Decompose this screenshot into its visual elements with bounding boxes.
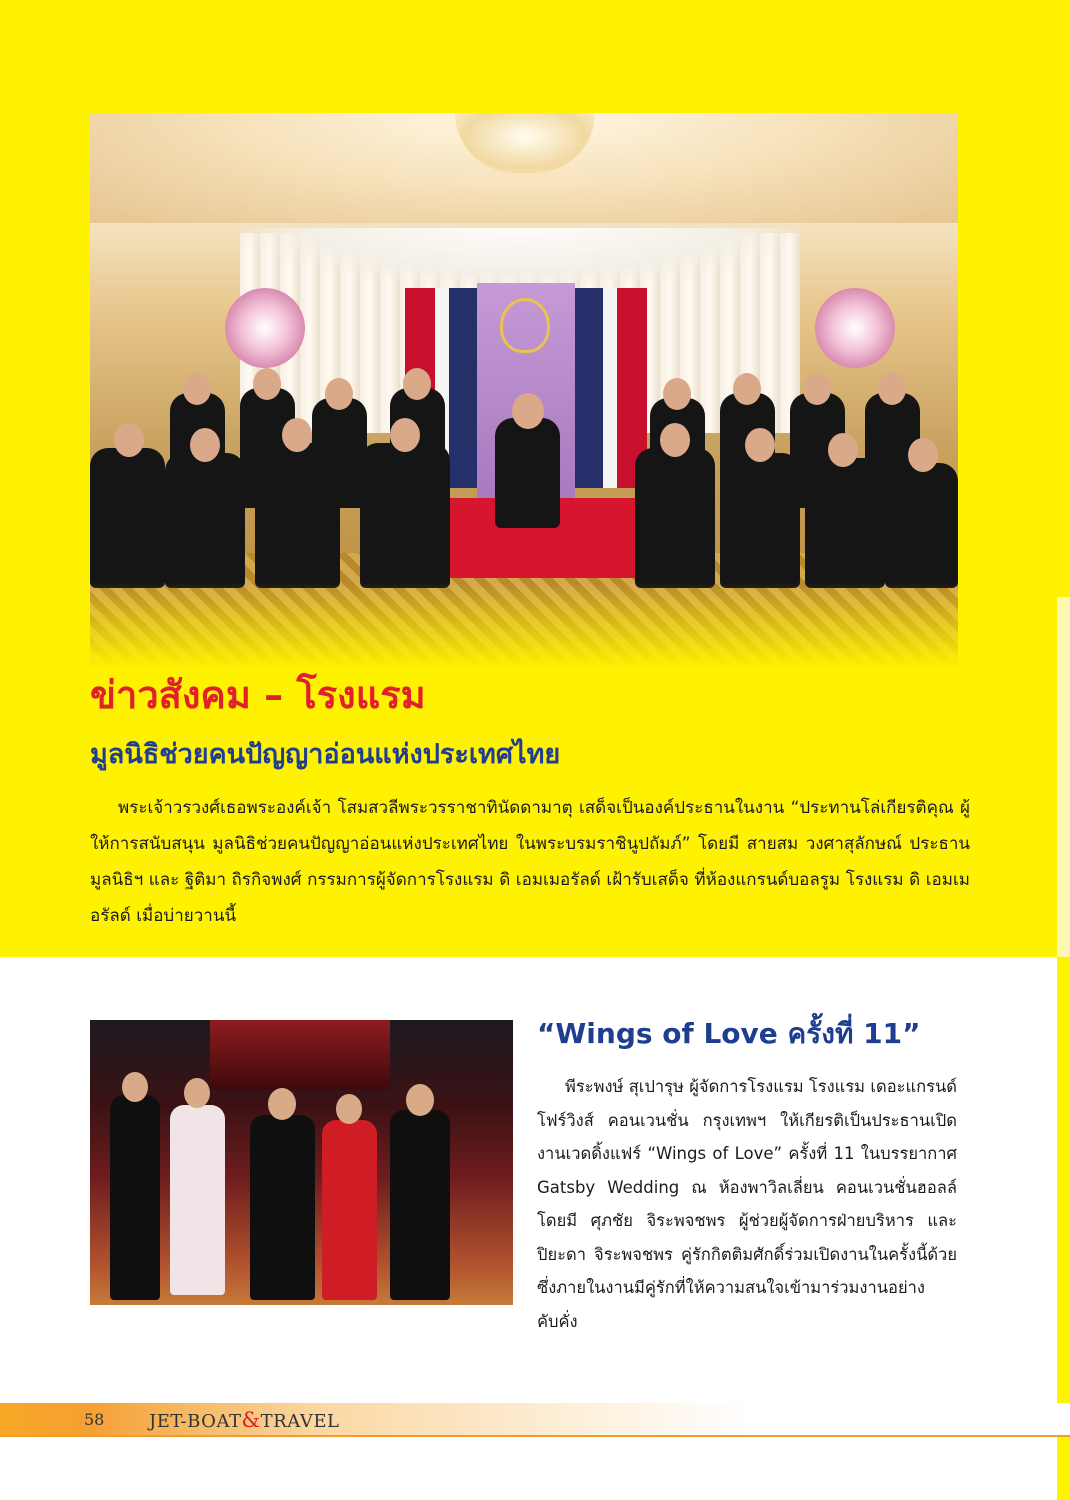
person: [250, 1115, 315, 1300]
magazine-name-part1: JET-BOAT: [149, 1411, 242, 1432]
person-head: [878, 373, 906, 405]
person-head: [733, 373, 761, 405]
group-portrait-photo: [90, 113, 958, 670]
seated-group: [90, 368, 958, 588]
person-head: [336, 1094, 362, 1124]
person-head: [390, 418, 420, 452]
person: [805, 458, 885, 588]
person: [720, 453, 800, 588]
person-head: [183, 373, 211, 405]
stage-backdrop: [210, 1020, 390, 1090]
person-head: [745, 428, 775, 462]
person-head: [803, 373, 831, 405]
magazine-name: [149, 1408, 339, 1432]
person: [90, 448, 165, 588]
person: [635, 448, 715, 588]
person-head: [403, 368, 431, 400]
person: [885, 463, 958, 588]
bride-person: [170, 1105, 225, 1295]
article-headline-2: “Wings of Love ครั้งที่ 11”: [537, 1017, 921, 1050]
person-head: [253, 368, 281, 400]
footer-rule: [0, 1435, 1070, 1437]
wedding-fair-photo: [90, 1020, 513, 1305]
article-headline: มูลนิธิช่วยคนปัญญาอ่อนแห่งประเทศไทย: [90, 739, 561, 770]
person-head: [828, 433, 858, 467]
person-head: [908, 438, 938, 472]
royal-emblem: [500, 298, 550, 353]
person: [165, 453, 245, 588]
yellow-edge-strip: [1057, 0, 1070, 597]
person-head: [663, 378, 691, 410]
person-head: [660, 423, 690, 457]
person-head: [325, 378, 353, 410]
page-number: 58: [84, 1410, 105, 1429]
section-title: ข่าวสังคม – โรงแรม: [90, 673, 426, 717]
magazine-ampersand: &: [241, 1408, 261, 1432]
person-head: [268, 1088, 296, 1120]
person-head: [282, 418, 312, 452]
person-head: [114, 423, 144, 457]
person-head: [512, 393, 544, 429]
person: [360, 443, 450, 588]
person-head: [190, 428, 220, 462]
person: [390, 1110, 450, 1300]
photo-yellow-fade: [90, 583, 958, 670]
person: [255, 443, 340, 588]
magazine-name-part2: TRAVEL: [260, 1411, 340, 1432]
person-head: [406, 1084, 434, 1116]
person-head: [122, 1072, 148, 1102]
flower-arrangement-right: [815, 288, 895, 368]
person-center: [495, 418, 560, 528]
person-red-jacket: [322, 1120, 377, 1300]
person-head: [184, 1078, 210, 1108]
article-body-2: พีระพงษ์ สุเปารุษ ผู้จัดการโรงแรม โรงแรม เดอะแกรนด์ โฟร์วิงส์ คอนเวนชั่น กรุงเทพฯ ให้เกียรติเป็นประธานเปิดงานเวดดิ้งแฟร์ “Wings of Love” ครั้งที่ 11 ในบรรยากาศ Gatsby Wedding ณ ห้องพาวิลเลี่ยน คอนเวนชั่นฮอลล์ โดยมี ศุภชัย จิระพจชพร ผู้ช่วยผู้จัดการฝ่ายบริหาร และ ปิยะดา จิระพจชพร คู่รักกิตติมศักดิ์ร่วมเปิดงานในครั้งนี้ด้วย ซึ่งภายในงานมีคู่รักที่ให้ความสนใจเข้ามาร่วมงานอย่างคับคั่ง: [537, 1077, 957, 1331]
drape-swag: [240, 228, 800, 288]
article-body: พระเจ้าวรวงศ์เธอพระองค์เจ้า โสมสวลีพระวรราชาทินัดดามาตุ เสด็จเป็นองค์ประธานในงาน “ประทานโล่เกียรติคุณ ผู้ให้การสนับสนุน มูลนิธิช่วยคนปัญญาอ่อนแห่งประเทศไทย ในพระบรมราชินูปถัมภ์” โดยมี สายสม วงศาสุลักษณ์ ประธานมูลนิธิฯ และ ฐิติมา ถิรกิจพงศ์ กรรมการผู้จัดการโรงแรม ดิ เอมเมอรัลด์ เฝ้ารับเสด็จ ที่ห้องแกรนด์บอลรูม โรงแรม ดิ เอมเมอรัลด์ เมื่อบ่ายวานนี้: [90, 798, 970, 926]
person: [110, 1095, 160, 1300]
flower-arrangement-left: [225, 288, 305, 368]
